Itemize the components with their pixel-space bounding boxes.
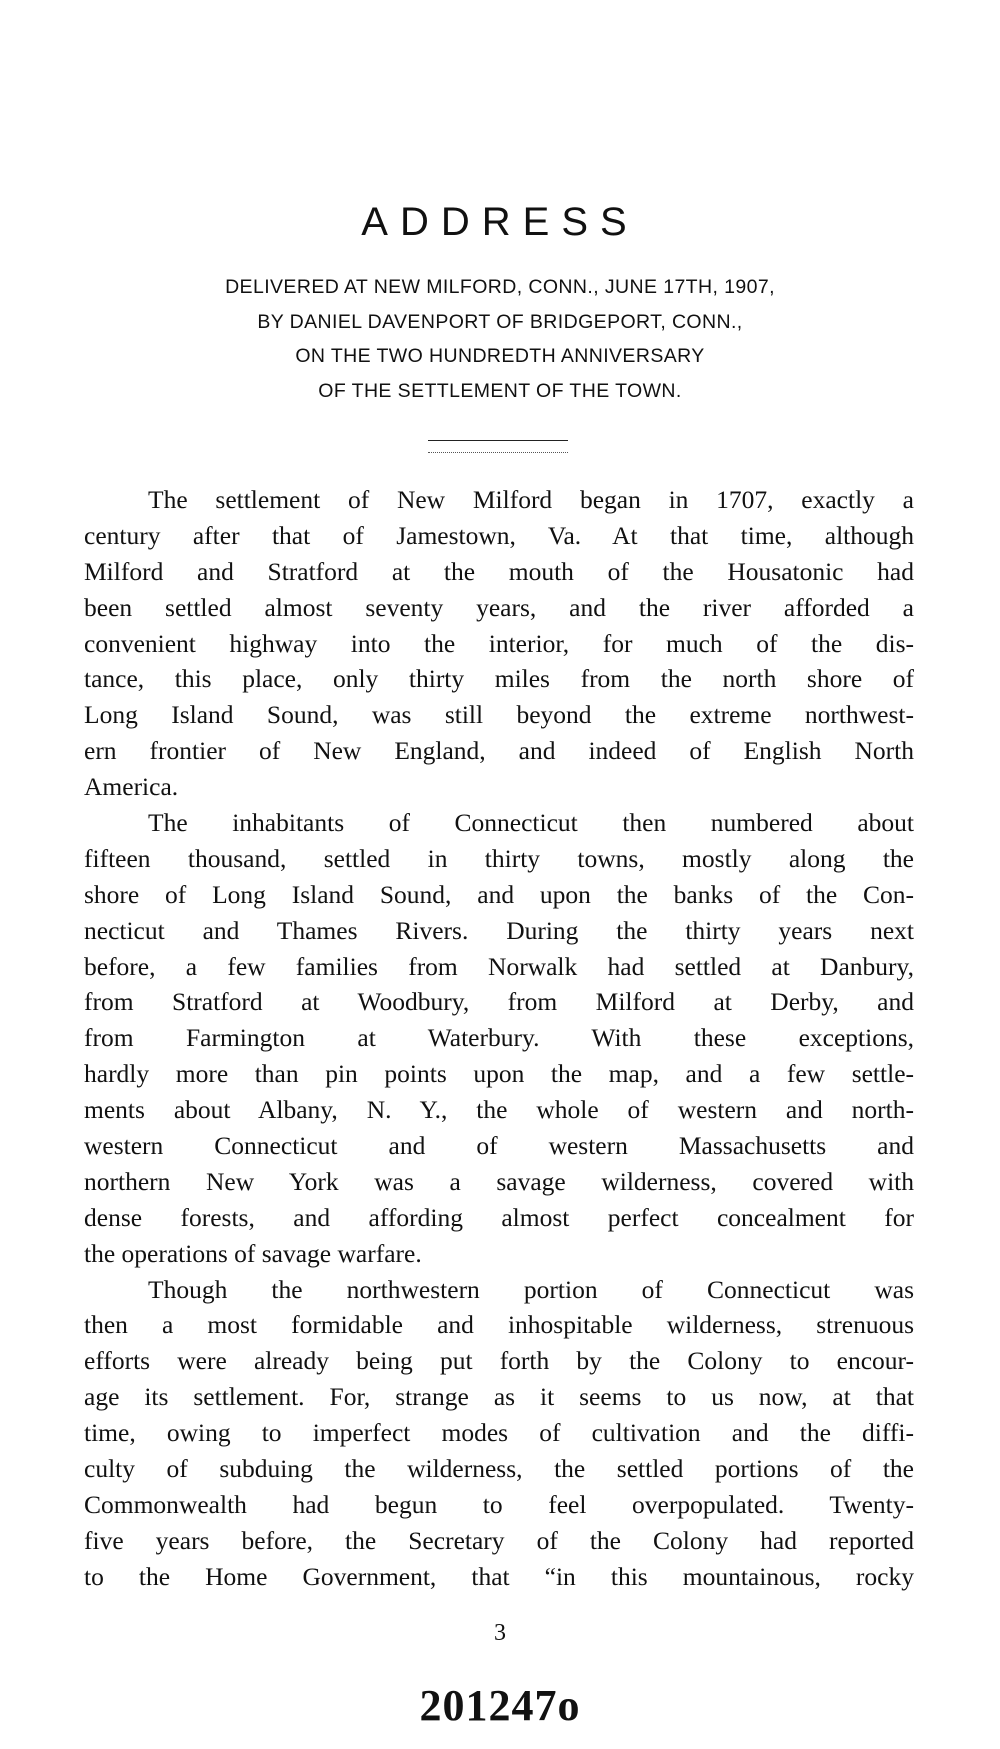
paragraph: [84, 805, 914, 1272]
subtitle-line: OF THE SETTLEMENT OF THE TOWN.: [318, 379, 682, 402]
text-line: efforts were already being put forth by the Colony to encour-: [84, 1346, 914, 1376]
subtitle-line: ON THE TWO HUNDREDTH ANNIVERSARY: [295, 345, 705, 367]
text-line: age its settlement. For, strange as it seems to us now, at that: [84, 1382, 914, 1412]
page-title: ADDRESS: [361, 200, 639, 244]
subtitle-line: BY DANIEL DAVENPORT OF BRIDGEPORT, CONN.,: [257, 310, 743, 333]
text-line: Commonwealth had begun to feel overpopulated. Twenty-: [84, 1489, 914, 1519]
paragraph: [84, 482, 914, 805]
text-line: ern frontier of New England, and indeed of English North: [84, 736, 914, 766]
text-line: century after that of Jamestown, Va. At that time, although: [84, 520, 914, 550]
text-line: ments about Albany, N. Y., the whole of western and north-: [84, 1095, 914, 1125]
text-line: The inhabitants of Connecticut then numbered about: [148, 808, 914, 838]
subtitle-line: DELIVERED AT NEW MILFORD, CONN., JUNE 17TH, 1907,: [225, 276, 775, 298]
text-line: from Farmington at Waterbury. With these exceptions,: [84, 1023, 914, 1053]
text-line: culty of subduing the wilderness, the settled portions of the: [84, 1454, 914, 1484]
text-line: hardly more than pin points upon the map, and a few settle-: [84, 1059, 914, 1089]
text-line: before, a few families from Norwalk had settled at Danbury,: [84, 951, 914, 981]
text-line: time, owing to imperfect modes of cultivation and the diffi-: [84, 1418, 914, 1448]
text-line: the operations of savage warfare.: [84, 1238, 422, 1268]
text-line: America.: [84, 772, 179, 802]
paragraph: [84, 1272, 914, 1595]
text-line: then a most formidable and inhospitable wilderness, strenuous: [84, 1310, 914, 1340]
body-text: [84, 482, 914, 1595]
divider-rule-dotted: [428, 452, 568, 454]
subtitle: [0, 270, 1000, 408]
text-line: necticut and Thames Rivers. During the thirty years next: [84, 915, 914, 945]
text-line: Long Island Sound, was still beyond the extreme northwest-: [84, 700, 914, 730]
divider-rule: [428, 440, 568, 441]
library-stamp: 201247ο: [419, 1681, 581, 1730]
text-line: shore of Long Island Sound, and upon the banks of the Con-: [84, 879, 914, 909]
text-line: Milford and Stratford at the mouth of the Housatonic had: [84, 556, 914, 586]
text-line: western Connecticut and of western Massachusetts and: [84, 1131, 914, 1161]
page-number: 3: [494, 1620, 506, 1646]
text-line: fifteen thousand, settled in thirty towns, mostly along the: [84, 843, 914, 873]
text-line: tance, this place, only thirty miles from the north shore of: [84, 664, 914, 694]
text-line: dense forests, and affording almost perfect concealment for: [84, 1202, 914, 1232]
text-line: to the Home Government, that “in this mountainous, rocky: [84, 1561, 914, 1591]
text-line: The settlement of New Milford began in 1707, exactly a: [148, 485, 914, 514]
text-line: Though the northwestern portion of Connecticut was: [148, 1274, 914, 1304]
text-line: northern New York was a savage wilderness, covered with: [84, 1166, 914, 1196]
text-line: convenient highway into the interior, for much of the dis-: [84, 628, 914, 658]
text-line: from Stratford at Woodbury, from Milford at Derby, and: [84, 987, 914, 1017]
text-line: been settled almost seventy years, and the river afforded a: [84, 592, 914, 622]
text-line: five years before, the Secretary of the Colony had reported: [84, 1525, 914, 1555]
